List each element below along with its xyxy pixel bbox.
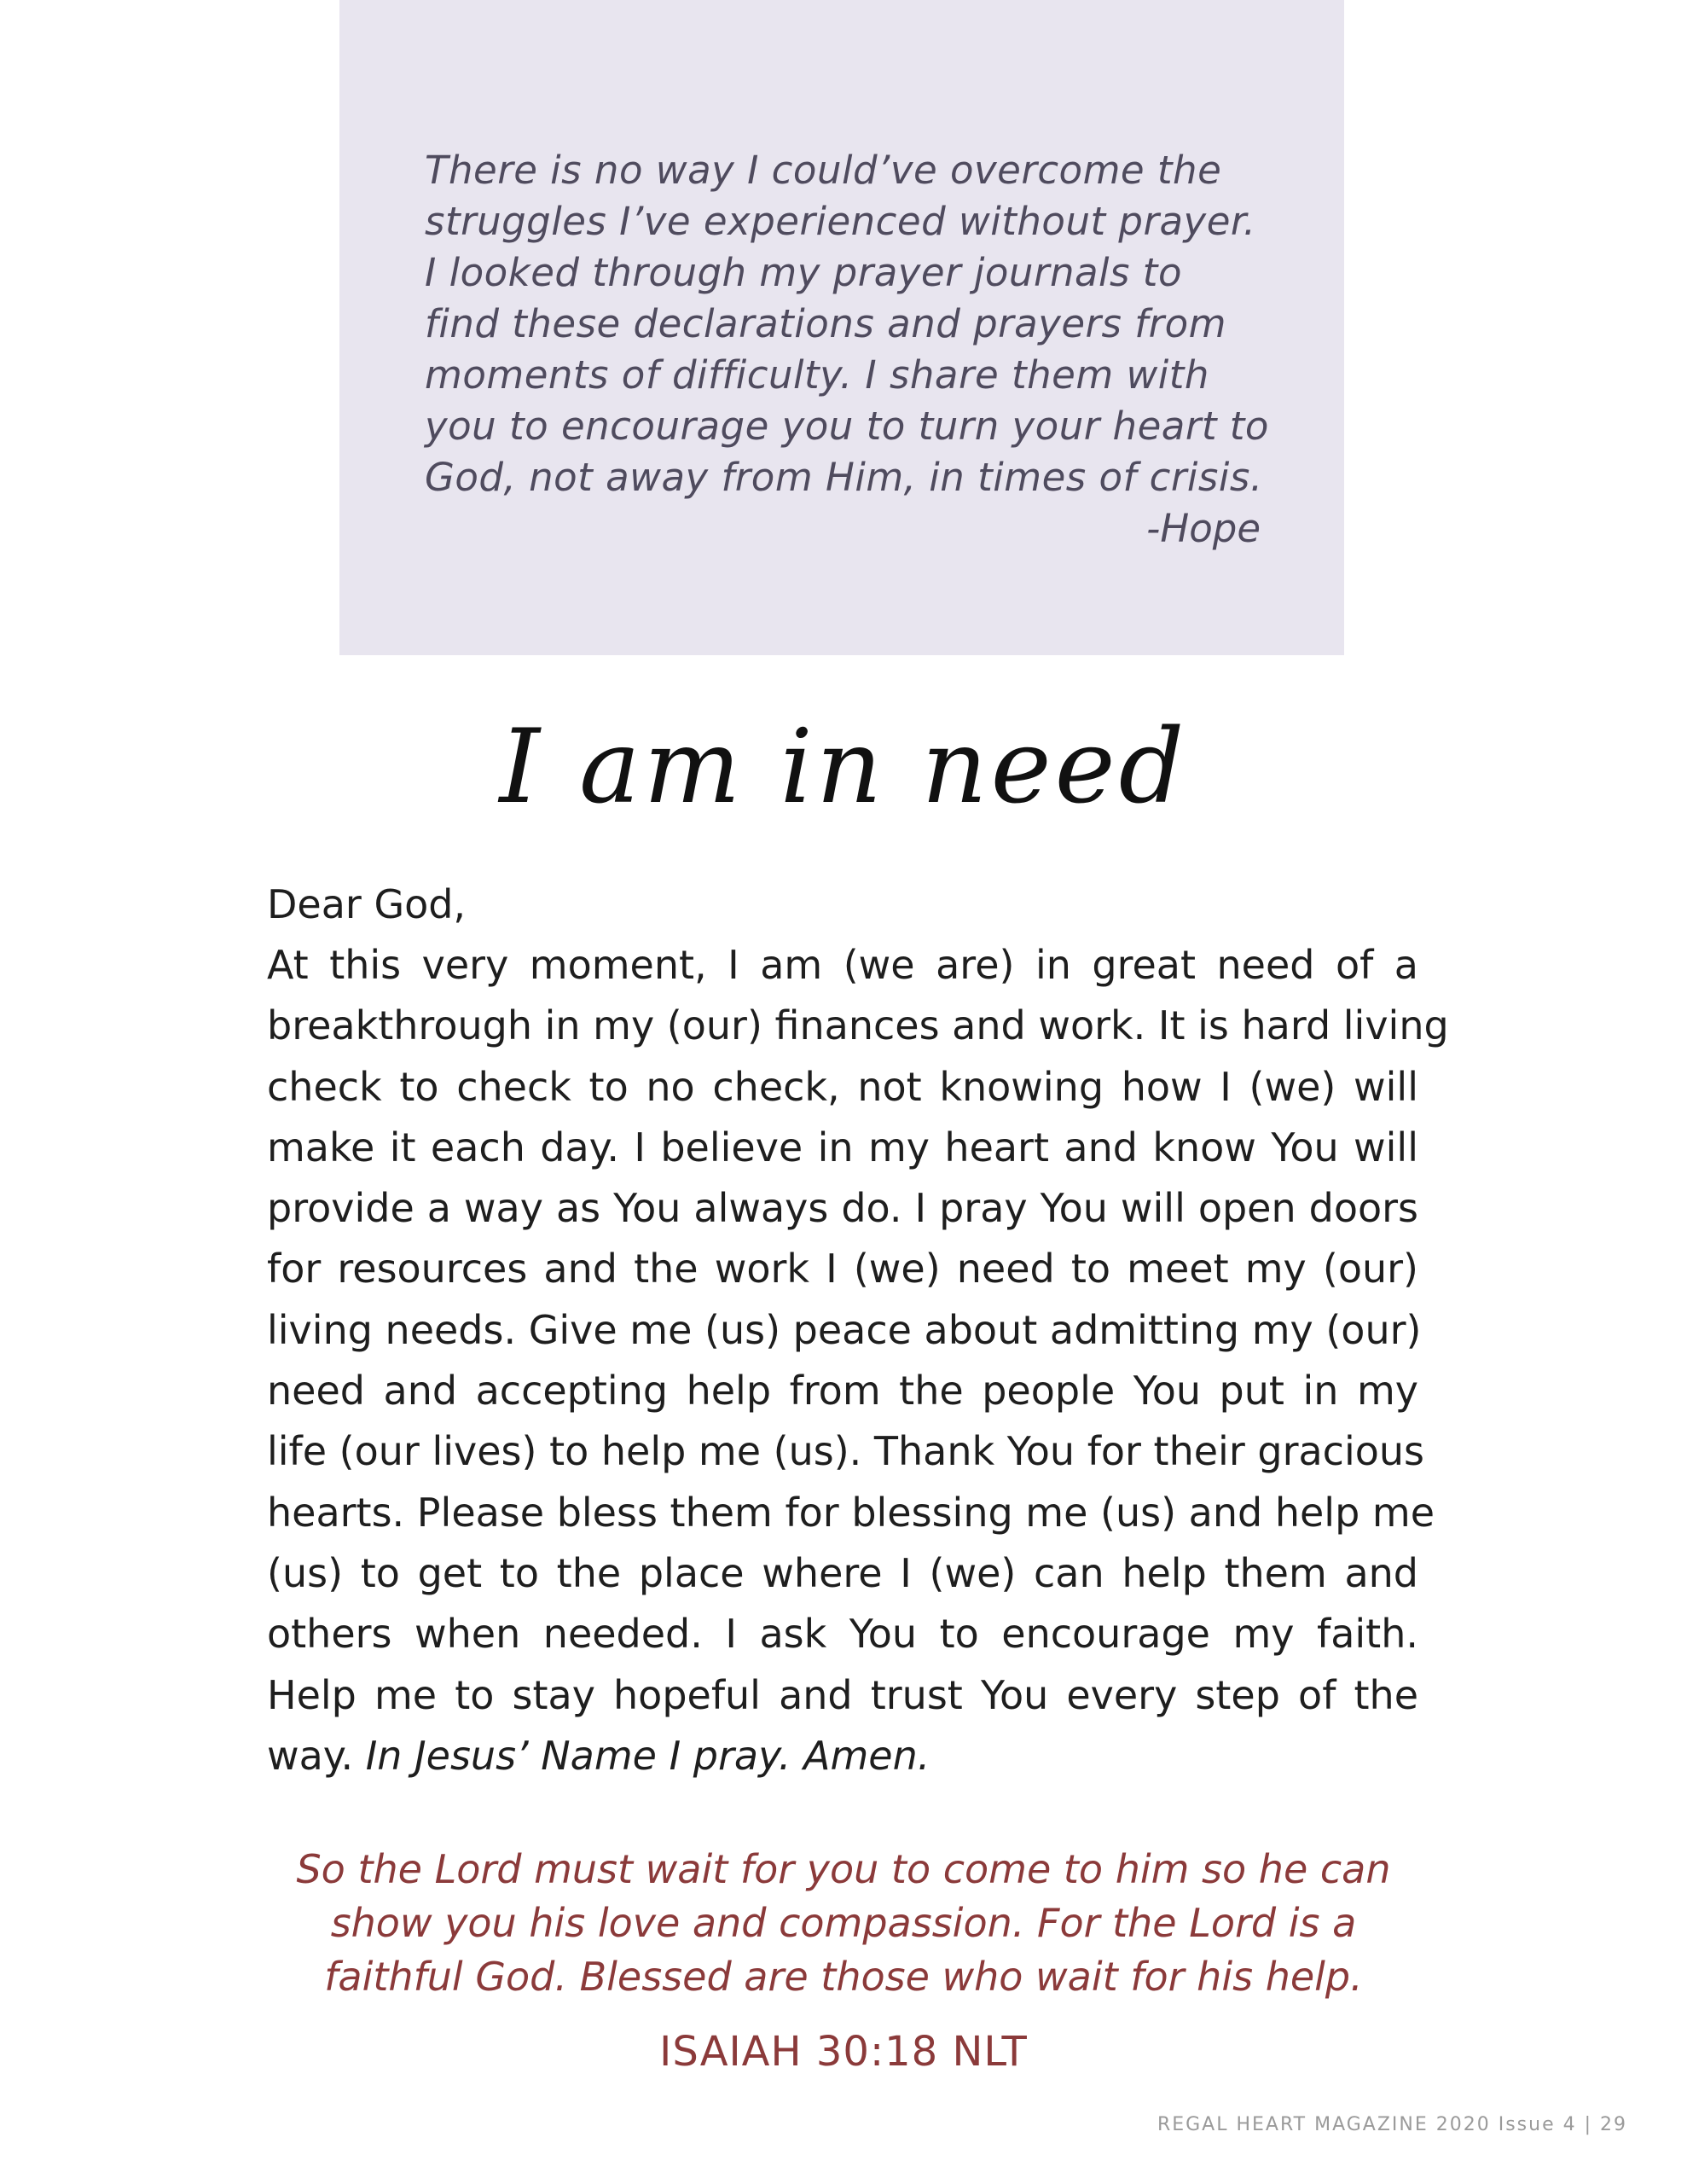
prayer-line: living needs. Give me (us) peace about admitting my (our) (267, 1306, 1422, 1353)
intro-quote-line: I looked through my prayer journals to (425, 250, 1182, 295)
intro-quote-line: struggles I’ve experienced without prayer. (425, 199, 1256, 244)
prayer-title: I am in need (499, 708, 1188, 827)
scripture-reference: ISAIAH 30:18 NLT (659, 2028, 1028, 2076)
prayer-line: (us) to get to the place where I (we) can help them and (267, 1549, 1418, 1596)
intro-quote-text (425, 145, 1269, 555)
prayer-line: breakthrough in my (our) finances and work. It is hard living (267, 1002, 1449, 1049)
prayer-greeting: Dear God, (267, 881, 467, 927)
scripture-verse (0, 1843, 1687, 2004)
prayer-line: need and accepting help from the people You put in my (267, 1368, 1418, 1414)
prayer-line: provide a way as You always do. I pray You will open doors (267, 1185, 1418, 1232)
intro-quote-signature: -Hope (1146, 506, 1261, 551)
prayer-line: hearts. Please bless them for blessing me (us) and help me (267, 1489, 1435, 1536)
page-footer: REGAL HEART MAGAZINE 2020 Issue 4 | 29 (1157, 2114, 1627, 2135)
scripture-verse-line: So the Lord must wait for you to come to him so he can (296, 1846, 1391, 1892)
intro-quote-line: find these declarations and prayers from (425, 301, 1226, 346)
prayer-line: for resources and the work I (we) need to meet my (our) (267, 1246, 1418, 1292)
prayer-line: Help me to stay hopeful and trust You every step of the (267, 1671, 1418, 1718)
prayer-last-line-start: way. (267, 1732, 354, 1779)
prayer-closing: In Jesus’ Name I pray. Amen. (365, 1732, 930, 1779)
prayer-last-line (267, 1726, 1418, 1786)
prayer-line: make it each day. I believe in my heart and know You will (267, 1124, 1418, 1170)
intro-quote-line: moments of difficulty. I share them with (425, 352, 1209, 398)
prayer-line: others when needed. I ask You to encourage my faith. (267, 1611, 1418, 1658)
prayer-body (267, 874, 1449, 1786)
scripture-verse-line: faithful God. Blessed are those who wait for his help. (324, 1954, 1363, 2000)
prayer-line: life (our lives) to help me (us). Thank You for their gracious (267, 1428, 1424, 1475)
intro-quote-box (339, 0, 1344, 655)
scripture-verse-line: show you his love and compassion. For the Lord is a (330, 1900, 1357, 1946)
prayer-line: check to check to no check, not knowing how I (we) will (267, 1063, 1418, 1110)
intro-quote-line: you to encourage you to turn your heart to (425, 404, 1269, 449)
intro-quote-line: There is no way I could’ve overcome the (425, 148, 1222, 193)
intro-quote-line: God, not away from Him, in times of crisis. (425, 455, 1263, 500)
prayer-line: At this very moment, I am (we are) in great need of a (267, 942, 1418, 988)
